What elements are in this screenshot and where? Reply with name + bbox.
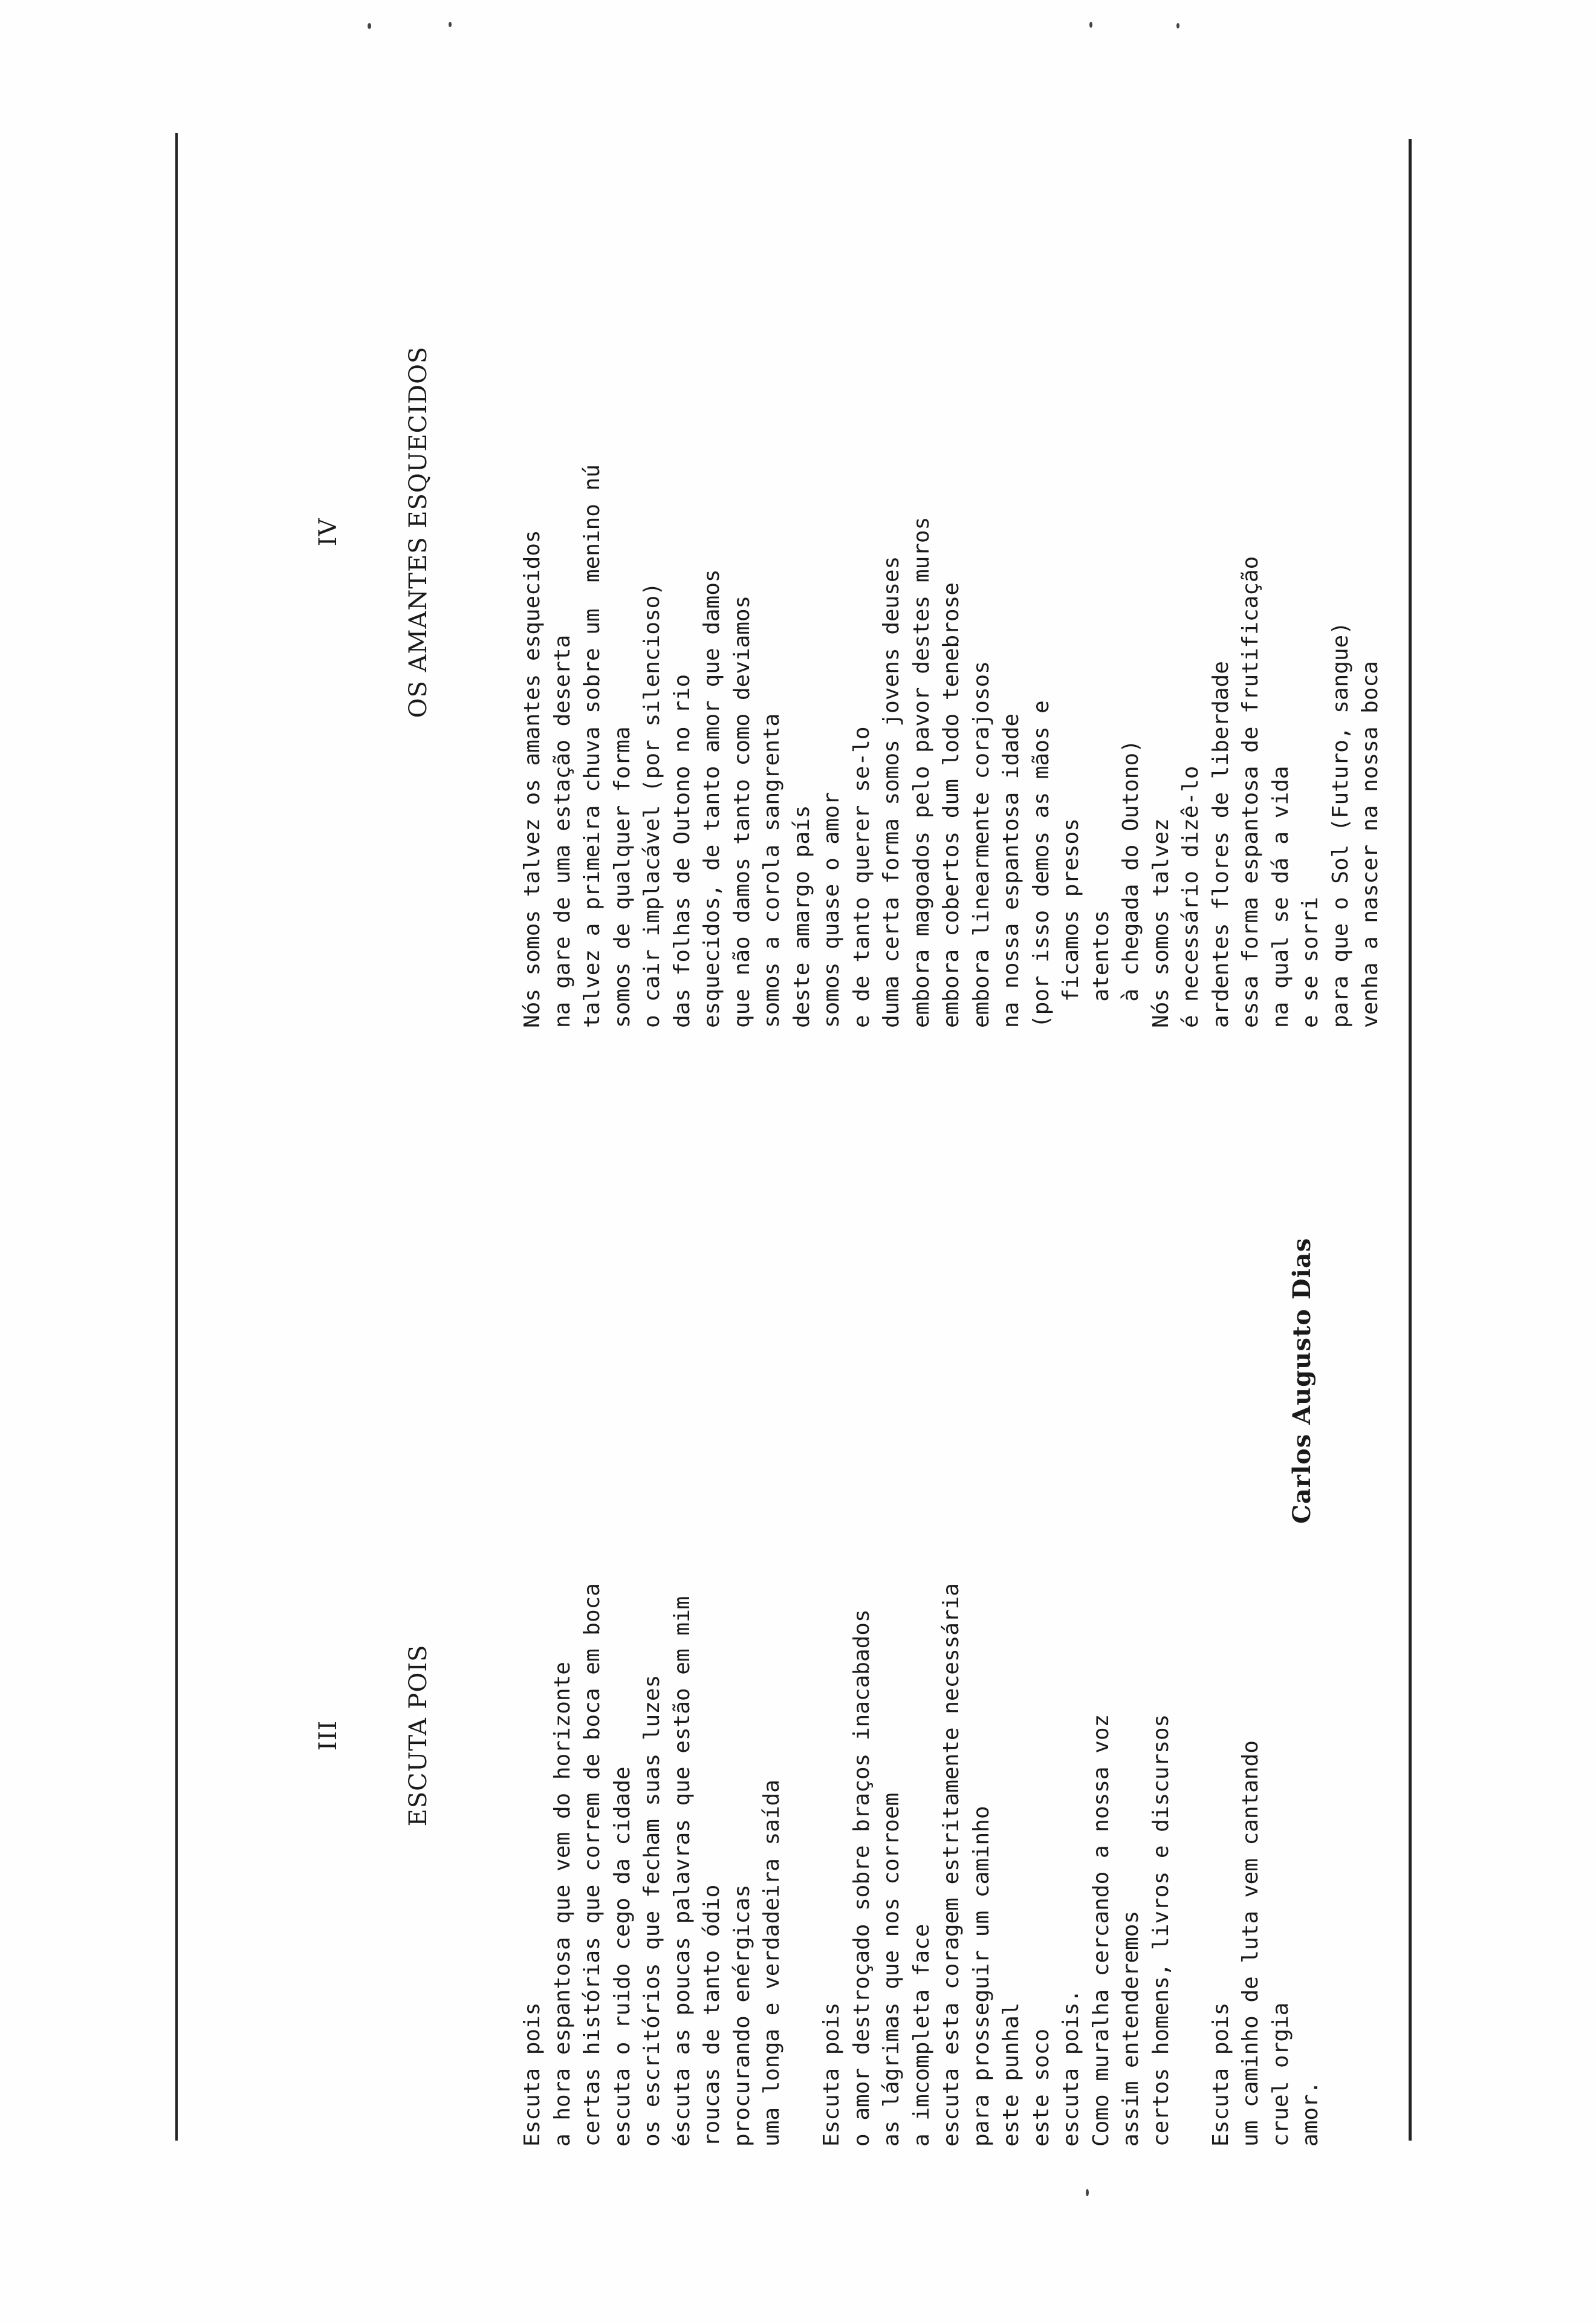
poem-line: à chegada do Outono)	[1118, 740, 1143, 1028]
poem-line: Escuta pois	[1208, 2002, 1233, 2147]
poem-line: somos a corola sangrenta	[759, 713, 784, 1028]
poem-line: embora magoados pelo pavor destes muros	[909, 516, 934, 1028]
poem-line: o cair implacável (por silencioso)	[640, 582, 664, 1028]
poem-title: OS AMANTES ESQUECIDOS	[404, 346, 432, 718]
poem-line: embora cobertos dum lodo tenebrose	[939, 582, 964, 1028]
stanza	[817, 1155, 1176, 2147]
poem-line: a imcompleta face	[909, 1924, 934, 2147]
poem-line: Escuta pois	[819, 2002, 844, 2147]
poem-line: cruel orgia	[1268, 2002, 1293, 2147]
poem-number: III	[314, 1720, 342, 1751]
poem-line: é necessário dizê-lo	[1178, 766, 1203, 1028]
scan-speck	[1089, 22, 1092, 28]
author-signature: Carlos Augusto Dias	[1288, 1237, 1316, 1524]
poem-line: para que o Sol (Futuro, sangue)	[1328, 622, 1353, 1028]
scan-speck	[1086, 2189, 1089, 2196]
top-rule	[175, 133, 178, 2141]
stanza	[517, 1155, 787, 2147]
poem-line: certos homens, livros e discursos	[1148, 1714, 1173, 2147]
poem-line: éscuta as poucas palavras que estão em mim	[669, 1596, 695, 2147]
poem-line: este punhal	[999, 2002, 1023, 2147]
poem-line: assim entenderemos	[1118, 1910, 1143, 2147]
poem-line: venha a nascer na nossa boca	[1358, 661, 1383, 1028]
poem-line: um caminho de luta vem cantando	[1238, 1740, 1263, 2147]
poem-line: que não damos tanto como deviamos	[729, 595, 754, 1028]
poem-line: talvez a primeira chuva sobre um menino nú	[580, 464, 605, 1028]
poem-line: certas histórias que correm de boca em boca	[580, 1583, 605, 2147]
poem-line: (por isso demos as mãos e	[1028, 700, 1054, 1028]
poem-line: este soco	[1028, 2028, 1054, 2147]
poem-line: deste amargo país	[789, 805, 814, 1028]
poem-body	[517, 1155, 1326, 2147]
bottom-rule	[1409, 139, 1412, 2141]
poem-title: ESCUTA POIS	[404, 1644, 432, 1827]
poem-line: as lágrimas que nos corroem	[879, 1792, 904, 2147]
poem-line: Escuta pois	[520, 2002, 545, 2147]
poem-line: embora linearmente corajosos	[968, 661, 994, 1028]
poem-line: o amor destroçado sobre braços inacabados	[849, 1609, 874, 2147]
poem-line: roucas de tanto ódio	[699, 1884, 724, 2147]
poem-line: somos de qualquer forma	[609, 726, 635, 1028]
poem-line: na qual se dá a vida	[1268, 766, 1293, 1028]
poem-line: na gare de uma estação deserta	[550, 634, 575, 1028]
poem-line: escuta o ruido cego da cidade	[609, 1766, 635, 2147]
poem-line: para prosseguir um caminho	[968, 1806, 994, 2147]
poem-line: e se sorri	[1298, 897, 1323, 1028]
poem-line: somos quase o amor	[819, 792, 844, 1028]
poem-line: escuta pois.	[1059, 1989, 1083, 2147]
poem-os-amantes-esquecidos	[254, 36, 1445, 1028]
poem-line: esquecidos, de tanto amor que damos	[699, 569, 724, 1028]
poem-line: ardentes flores de liberdade	[1208, 661, 1233, 1028]
scan-speck	[368, 23, 371, 29]
poem-line: e de tanto querer se-lo	[849, 726, 874, 1028]
poem-line: essa forma espantosa de frutificação	[1238, 556, 1263, 1028]
poem-line: amor.	[1298, 2081, 1323, 2147]
poem-line: os escritórios que fecham suas luzes	[640, 1674, 664, 2147]
poem-line: das folhas de Outono no rio	[669, 674, 695, 1028]
poem-line: Como muralha cercando a nossa voz	[1088, 1714, 1114, 2147]
poem-line: na nossa espantosa idade	[999, 713, 1023, 1028]
poem-line: Nós somos talvez os amantes esquecidos	[520, 530, 545, 1028]
poem-number: IV	[314, 518, 342, 547]
poem-escuta-pois	[254, 1155, 1386, 2147]
poem-line: ficamos presos	[1059, 818, 1083, 1028]
poem-line: a hora espantosa que vem do horizonte	[550, 1662, 575, 2147]
scan-speck	[1176, 23, 1179, 28]
poem-line: duma certa forma somos jovens deuses	[879, 556, 904, 1028]
poem-line: procurando enérgicas	[729, 1884, 754, 2147]
poem-line: uma longa e verdadeira saída	[759, 1780, 784, 2147]
poem-line: Nós somos talvez	[1148, 818, 1173, 1028]
poem-line: atentos	[1088, 909, 1114, 1028]
poem-line: escuta esta coragem estritamente necessária	[939, 1583, 964, 2147]
poem-body	[517, 36, 1386, 1028]
scan-speck	[449, 22, 452, 27]
